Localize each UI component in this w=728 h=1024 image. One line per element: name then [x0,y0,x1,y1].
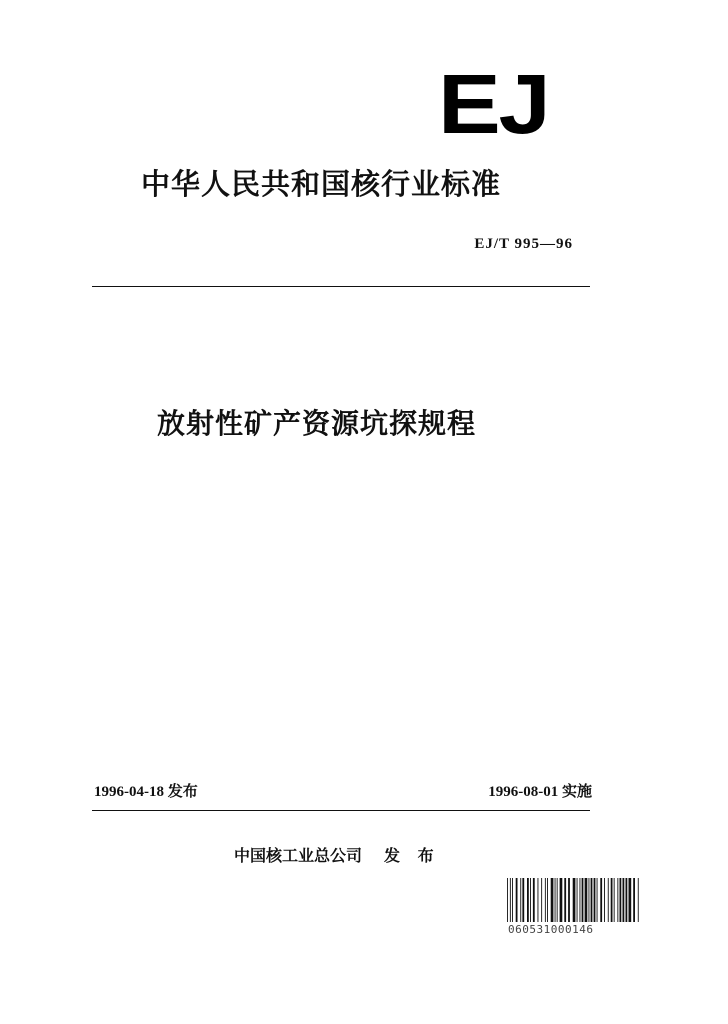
barcode-number: 060531000146 [508,923,594,936]
barcode-icon [506,878,640,922]
bottom-divider [92,810,590,811]
document-title: 放射性矿产资源坑探规程 [157,407,477,440]
ej-logo: EJ [438,57,549,151]
issue-date: 1996-04-18 发布 [94,784,198,800]
publisher-name: 中国核工业总公司 [234,846,363,865]
publish-label: 发 布 [384,846,440,865]
top-divider [92,286,590,287]
publisher-line [234,843,440,866]
standard-code: EJ/T 995—96 [474,236,573,252]
effective-date: 1996-08-01 实施 [488,784,592,800]
standard-title: 中华人民共和国核行业标准 [141,167,502,201]
